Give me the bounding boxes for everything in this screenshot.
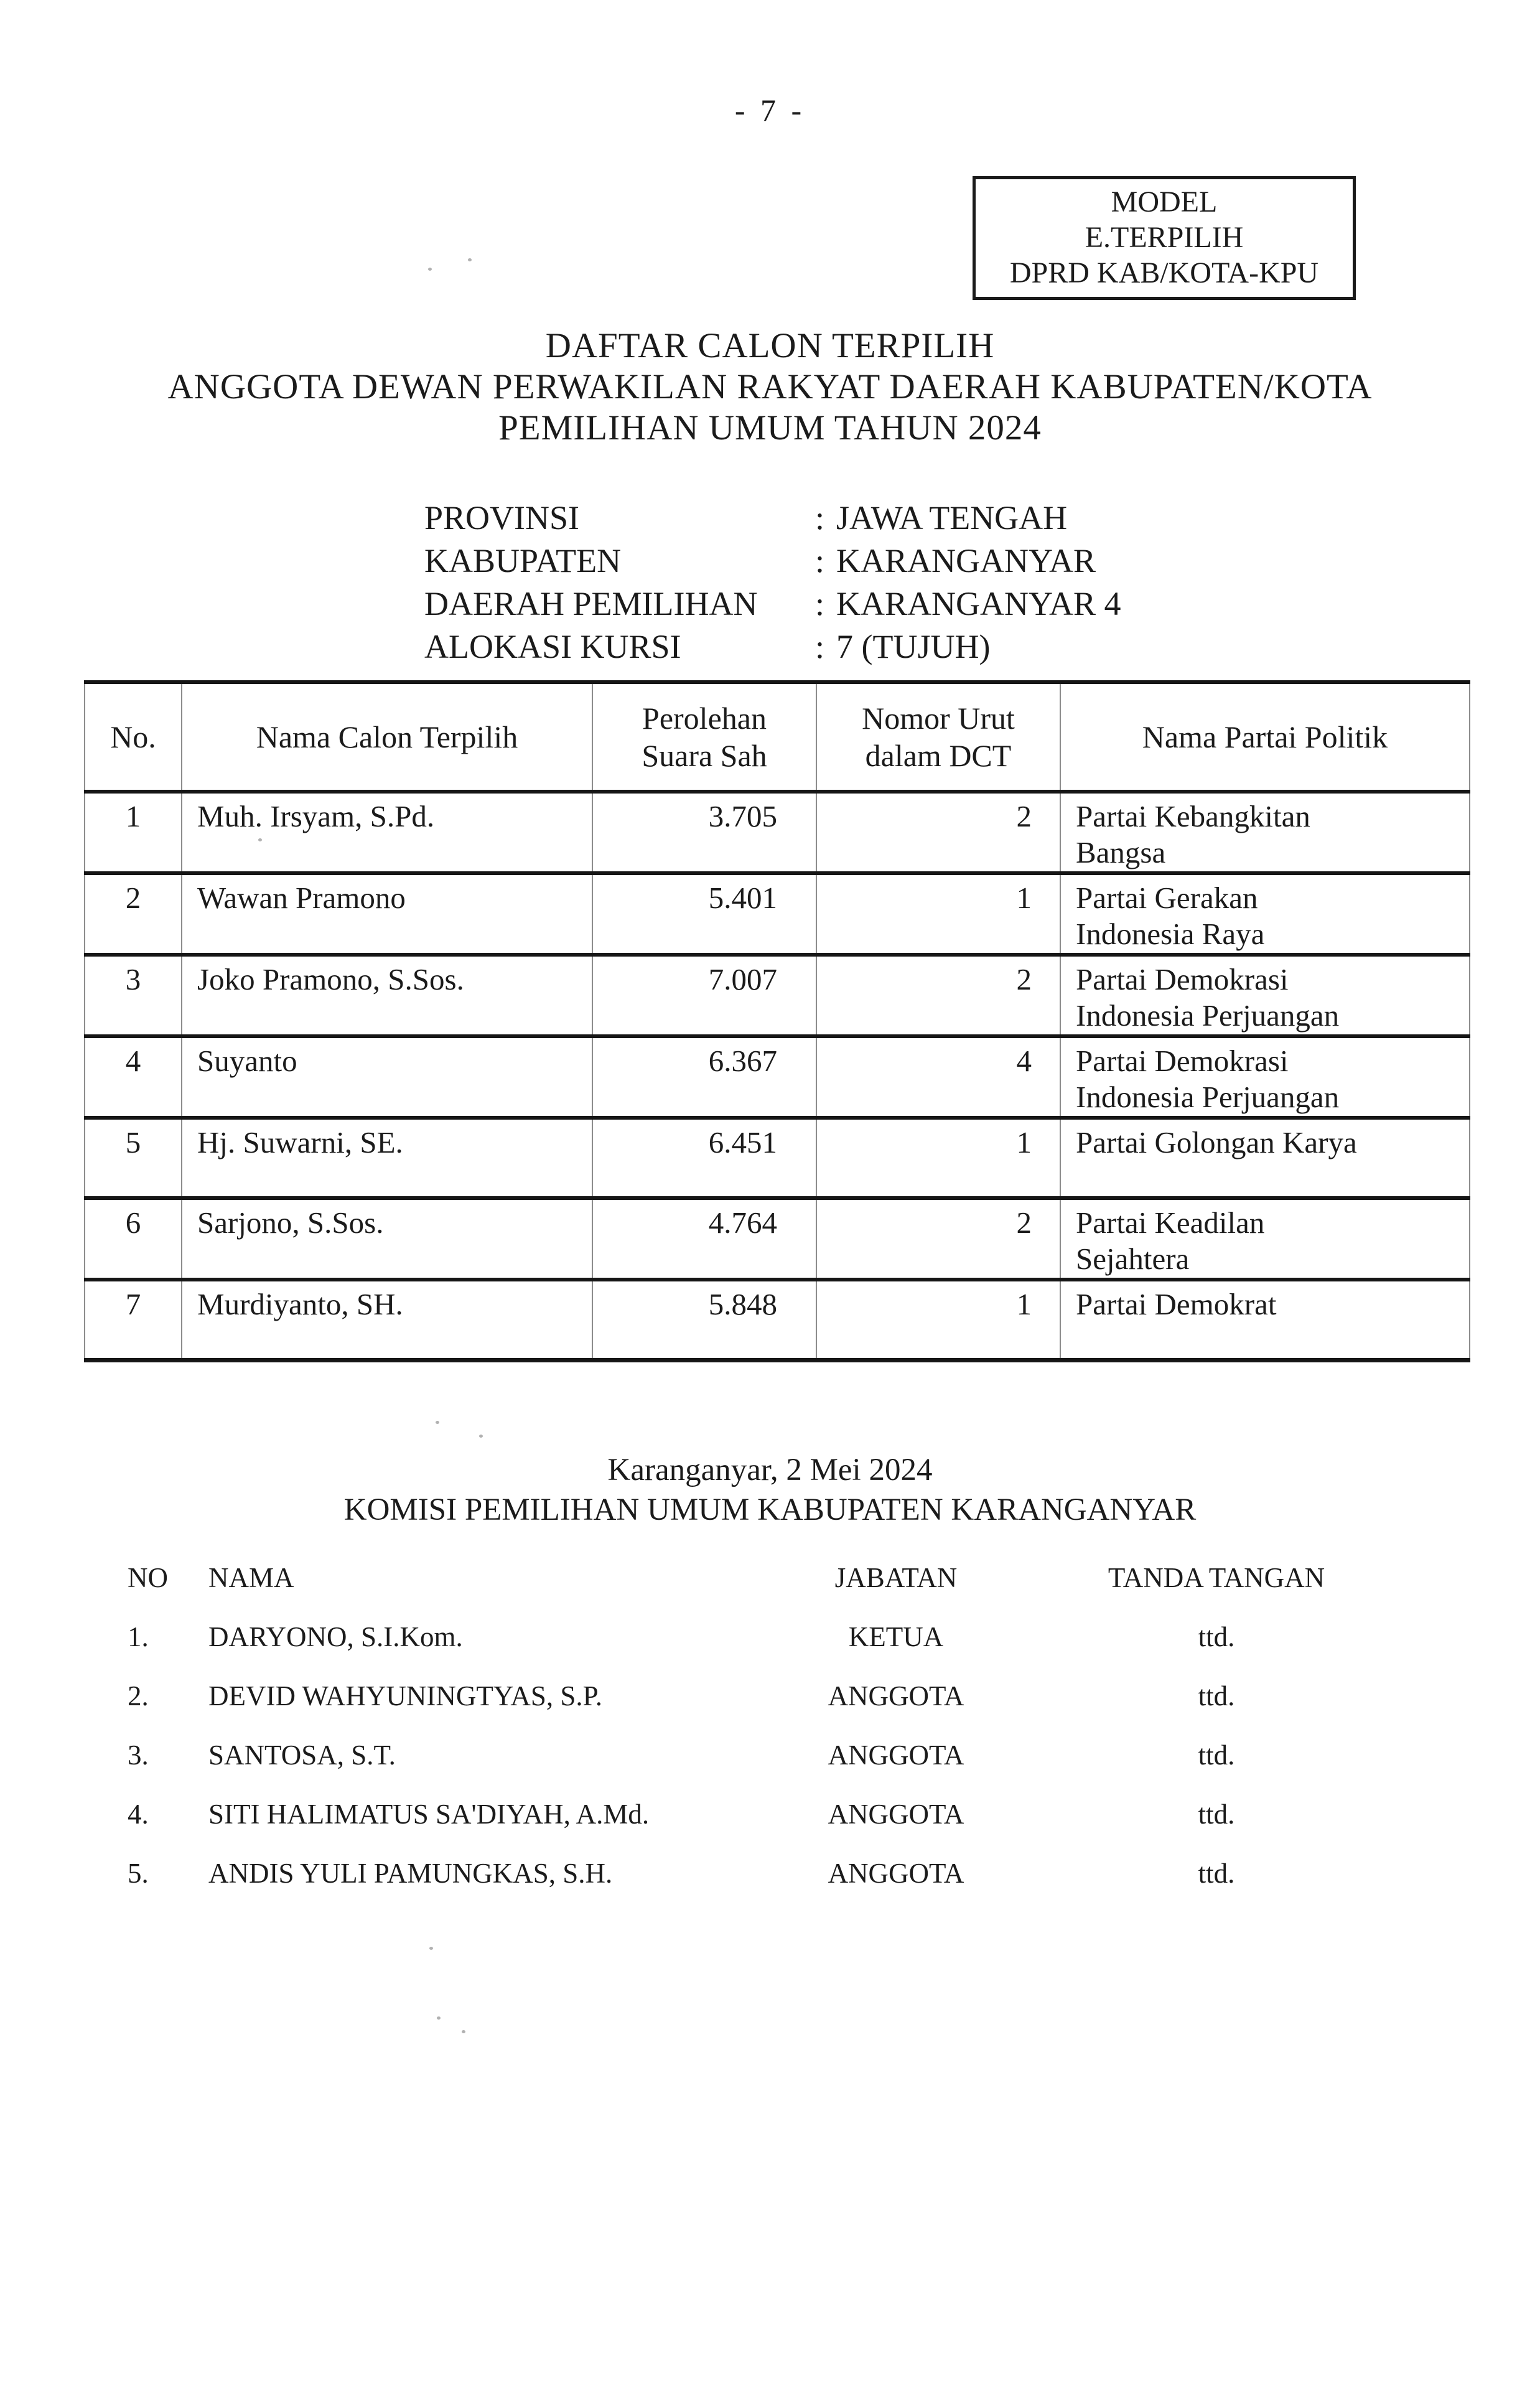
info-value: JAWA TENGAH <box>836 499 1068 536</box>
model-box-line-1: MODEL <box>1111 185 1218 218</box>
scan-artifact <box>437 2016 441 2020</box>
scan-artifact <box>429 1947 433 1950</box>
scan-artifact <box>428 268 432 271</box>
column-header-votes: Perolehan Suara Sah <box>592 682 816 792</box>
sign-column-signature: TANDA TANGAN <box>1108 1562 1325 1593</box>
page-number: - 7 - <box>734 93 806 128</box>
cell-party <box>1060 1198 1470 1280</box>
commissioners-header-row <box>128 1563 1391 1592</box>
commissioner-no: 3. <box>128 1740 149 1771</box>
commissioner-row <box>128 1859 1391 1888</box>
commissioner-position: KETUA <box>848 1621 944 1652</box>
cell-no: 5 <box>85 1118 182 1198</box>
commissioner-signature: ttd. <box>1198 1799 1235 1830</box>
column-header-party: Nama Partai Politik <box>1060 682 1470 792</box>
table-row <box>85 955 1470 1036</box>
party-name: Partai Golongan Karya <box>1076 1125 1357 1159</box>
commissioner-row <box>128 1800 1391 1829</box>
info-value: KARANGANYAR <box>836 542 1096 579</box>
table-row <box>85 792 1470 873</box>
commissioner-no: 5. <box>128 1858 149 1889</box>
model-label-box <box>973 176 1356 300</box>
table-row <box>85 1198 1470 1280</box>
cell-dct: 1 <box>816 1118 1060 1198</box>
cell-name: Hj. Suwarni, SE. <box>182 1118 592 1198</box>
title-line-1: DAFTAR CALON TERPILIH <box>545 326 995 365</box>
party-name: Partai Kebangkitan Bangsa <box>1076 799 1310 869</box>
cell-name: Joko Pramono, S.Sos. <box>182 955 592 1036</box>
cell-dct: 1 <box>816 1280 1060 1360</box>
info-label: ALOKASI KURSI <box>424 628 681 665</box>
info-colon: : <box>815 542 825 579</box>
info-colon: : <box>815 628 825 665</box>
region-info-block <box>424 497 1121 668</box>
table-header-row <box>85 682 1470 792</box>
commissioner-no: 1. <box>128 1621 149 1652</box>
cell-name: Suyanto <box>182 1036 592 1118</box>
party-name: Partai Demokrat <box>1076 1287 1277 1321</box>
cell-dct: 2 <box>816 955 1060 1036</box>
table-row <box>85 1036 1470 1118</box>
info-value: KARANGANYAR 4 <box>836 585 1121 622</box>
info-label: DAERAH PEMILIHAN <box>424 585 758 622</box>
scan-artifact <box>468 258 472 261</box>
scan-artifact <box>479 1435 483 1438</box>
sign-column-name: NAMA <box>208 1562 294 1593</box>
cell-party <box>1060 873 1470 955</box>
commissioner-no: 4. <box>128 1799 149 1830</box>
place-date-line: Karanganyar, 2 Mei 2024 <box>607 1453 933 1487</box>
cell-no: 1 <box>85 792 182 873</box>
cell-no: 4 <box>85 1036 182 1118</box>
cell-party <box>1060 1036 1470 1118</box>
info-colon: : <box>815 499 825 536</box>
commissioner-row <box>128 1682 1391 1710</box>
cell-no: 3 <box>85 955 182 1036</box>
info-colon: : <box>815 585 825 622</box>
party-name: Partai Keadilan Sejahtera <box>1076 1206 1265 1276</box>
commissioner-position: ANGGOTA <box>828 1740 964 1771</box>
commissioner-signature: ttd. <box>1198 1740 1235 1771</box>
cell-votes: 6.367 <box>592 1036 816 1118</box>
scan-artifact <box>462 2030 465 2033</box>
commissioner-position: ANGGOTA <box>828 1680 964 1712</box>
scan-artifact <box>436 1421 439 1424</box>
title-line-2: ANGGOTA DEWAN PERWAKILAN RAKYAT DAERAH KABUPATEN/KOTA <box>167 367 1373 406</box>
cell-votes: 5.848 <box>592 1280 816 1360</box>
commissioner-row <box>128 1623 1391 1651</box>
commissioner-name: SITI HALIMATUS SA'DIYAH, A.Md. <box>208 1799 650 1830</box>
cell-votes: 3.705 <box>592 792 816 873</box>
cell-dct: 2 <box>816 792 1060 873</box>
cell-name: Wawan Pramono <box>182 873 592 955</box>
table-row <box>85 873 1470 955</box>
commissioner-position: ANGGOTA <box>828 1858 964 1889</box>
cell-votes: 6.451 <box>592 1118 816 1198</box>
cell-no: 6 <box>85 1198 182 1280</box>
commissioner-position: ANGGOTA <box>828 1799 964 1830</box>
cell-party <box>1060 955 1470 1036</box>
info-label: PROVINSI <box>424 499 580 536</box>
column-header-no: No. <box>85 682 182 792</box>
cell-no: 7 <box>85 1280 182 1360</box>
cell-dct: 2 <box>816 1198 1060 1280</box>
cell-party <box>1060 1118 1470 1198</box>
model-box-line-2: E.TERPILIH <box>1085 221 1244 254</box>
commissioner-signature: ttd. <box>1198 1858 1235 1889</box>
info-row-alokasi-kursi <box>424 625 1121 668</box>
party-name: Partai Gerakan Indonesia Raya <box>1076 881 1265 951</box>
cell-party <box>1060 792 1470 873</box>
cell-party <box>1060 1280 1470 1360</box>
title-line-3: PEMILIHAN UMUM TAHUN 2024 <box>498 408 1042 447</box>
info-row-daerah-pemilihan <box>424 583 1121 625</box>
cell-name: Sarjono, S.Sos. <box>182 1198 592 1280</box>
cell-votes: 4.764 <box>592 1198 816 1280</box>
column-header-name: Nama Calon Terpilih <box>182 682 592 792</box>
organization-line: KOMISI PEMILIHAN UMUM KABUPATEN KARANGANYAR <box>343 1492 1197 1527</box>
scan-artifact <box>258 838 262 841</box>
party-name: Partai Demokrasi Indonesia Perjuangan <box>1076 962 1340 1033</box>
sign-column-position: JABATAN <box>834 1562 958 1593</box>
cell-name: Murdiyanto, SH. <box>182 1280 592 1360</box>
cell-votes: 5.401 <box>592 873 816 955</box>
party-name: Partai Demokrasi Indonesia Perjuangan <box>1076 1044 1340 1114</box>
commissioner-name: SANTOSA, S.T. <box>208 1740 396 1771</box>
cell-votes: 7.007 <box>592 955 816 1036</box>
commissioner-name: ANDIS YULI PAMUNGKAS, S.H. <box>208 1858 613 1889</box>
sign-column-no: NO <box>128 1562 168 1593</box>
cell-dct: 1 <box>816 873 1060 955</box>
cell-name: Muh. Irsyam, S.Pd. <box>182 792 592 873</box>
column-header-dct: Nomor Urut dalam DCT <box>816 682 1060 792</box>
elected-candidates-table <box>84 680 1470 1362</box>
signing-header <box>0 1450 1540 1530</box>
info-label: KABUPATEN <box>424 542 622 579</box>
commissioners-table <box>128 1563 1391 1918</box>
table-row <box>85 1118 1470 1198</box>
model-box-line-3: DPRD KAB/KOTA-KPU <box>1009 256 1319 289</box>
commissioner-no: 2. <box>128 1680 149 1712</box>
info-row-provinsi <box>424 497 1121 540</box>
commissioner-signature: ttd. <box>1198 1680 1235 1712</box>
info-value: 7 (TUJUH) <box>836 628 991 665</box>
cell-no: 2 <box>85 873 182 955</box>
info-row-kabupaten <box>424 540 1121 583</box>
document-title <box>0 325 1540 449</box>
commissioner-signature: ttd. <box>1198 1621 1235 1652</box>
commissioner-name: DEVID WAHYUNINGTYAS, S.P. <box>208 1680 602 1712</box>
table-row <box>85 1280 1470 1360</box>
commissioner-name: DARYONO, S.I.Kom. <box>208 1621 463 1652</box>
cell-dct: 4 <box>816 1036 1060 1118</box>
commissioner-row <box>128 1741 1391 1769</box>
